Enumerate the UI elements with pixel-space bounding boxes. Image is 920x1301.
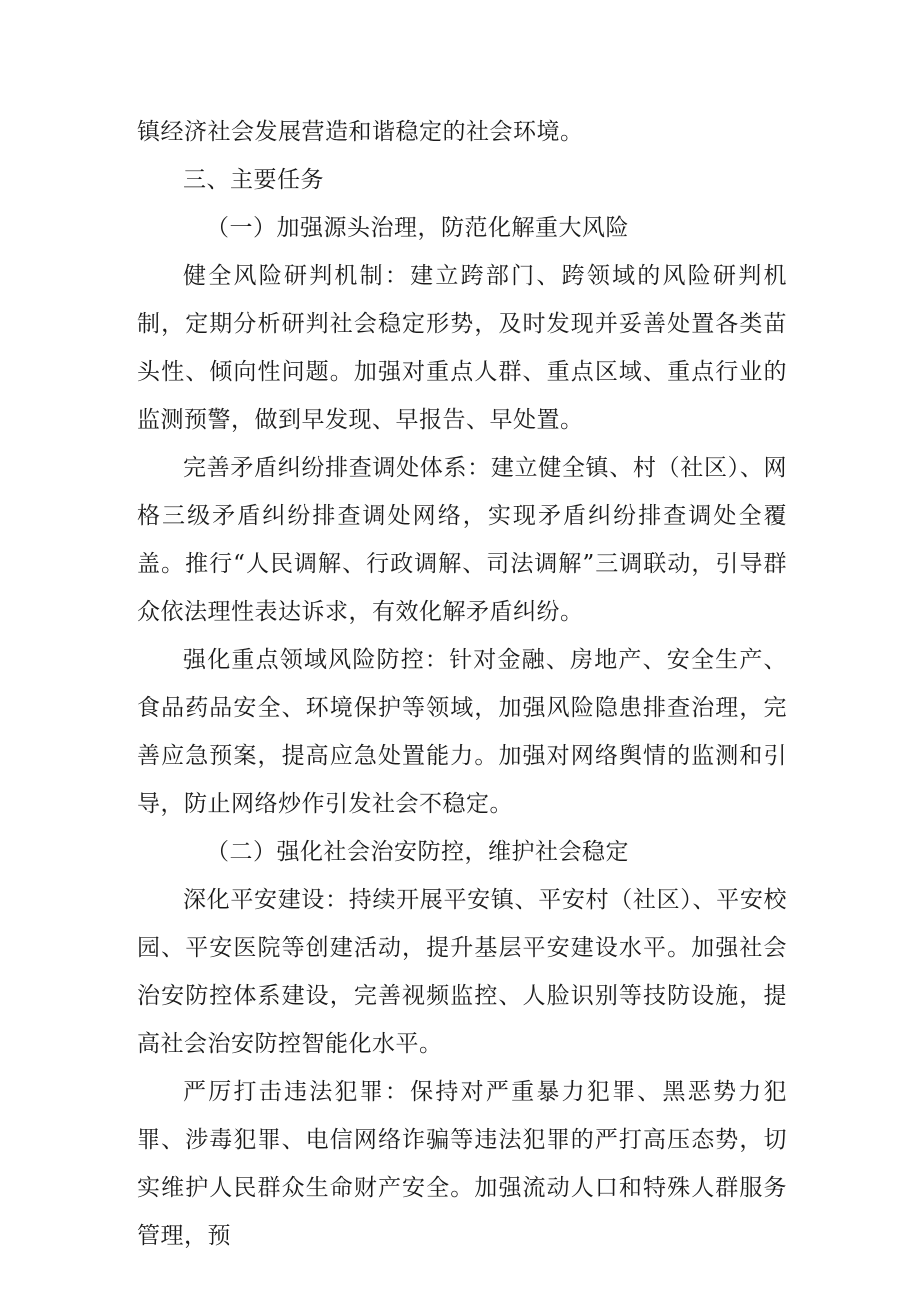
- paragraph-dispute-resolution: 完善矛盾纠纷排查调处体系：建立健全镇、村（社区）、网格三级矛盾纠纷排查调处网络，实现矛盾纠纷排查调处全覆盖。推行“人民调解、行政调解、司法调解”三调联动，引导群众依法理性表达诉求，有效化解矛盾纠纷。: [137, 455, 787, 625]
- document-page: [137, 108, 787, 1260]
- paragraph-crime-crackdown: 严厉打击违法犯罪：保持对严重暴力犯罪、黑恶势力犯罪、涉毒犯罪、电信网络诈骗等违法犯罪的严打高压态势，切实维护人民群众生命财产安全。加强流动人口和特殊人群服务管理，预: [137, 1079, 787, 1249]
- section-heading-main-tasks: 三、主要任务: [183, 167, 324, 193]
- paragraph-continued: 镇经济社会发展营造和谐稳定的社会环境。: [137, 119, 584, 145]
- subsection-heading-1: （一）加强源头治理，防范化解重大风险: [206, 215, 629, 241]
- subsection-heading-2: （二）强化社会治安防控，维护社会稳定: [206, 839, 629, 865]
- paragraph-key-area-risk: 强化重点领域风险防控：针对金融、房地产、安全生产、食品药品安全、环境保护等领域，加强风险隐患排查治理，完善应急预案，提高应急处置能力。加强对网络舆情的监测和引导，防止网络炒作引发社会不稳定。: [137, 647, 787, 817]
- paragraph-safety-construction: 深化平安建设：持续开展平安镇、平安村（社区）、平安校园、平安医院等创建活动，提升基层平安建设水平。加强社会治安防控体系建设，完善视频监控、人脸识别等技防设施，提高社会治安防控智能化水平。: [137, 887, 787, 1057]
- paragraph-risk-assessment: 健全风险研判机制：建立跨部门、跨领域的风险研判机制，定期分析研判社会稳定形势，及时发现并妥善处置各类苗头性、倾向性问题。加强对重点人群、重点区域、重点行业的监测预警，做到早发现、早报告、早处置。: [137, 263, 787, 433]
